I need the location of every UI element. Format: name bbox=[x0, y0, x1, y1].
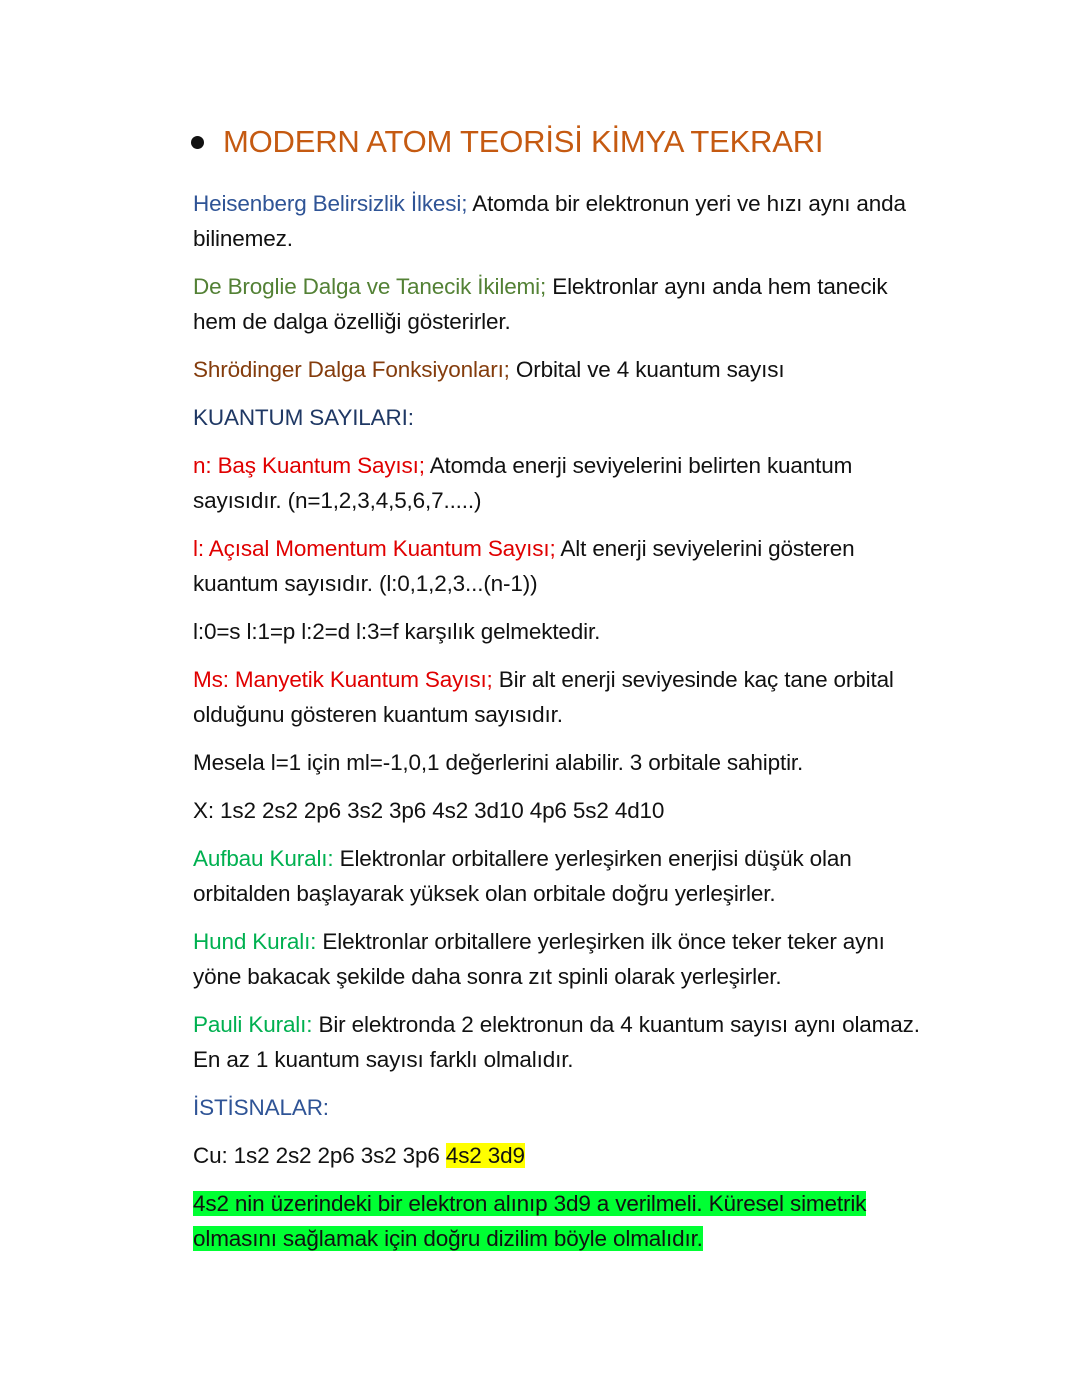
heisenberg-text: Atomda bir elektronun yeri ve hızı aynı anda bilinemez. bbox=[193, 191, 906, 251]
hund-paragraph bbox=[193, 924, 933, 994]
schrodinger-paragraph bbox=[193, 352, 933, 387]
cu-config-prefix: Cu: 1s2 2s2 2p6 3s2 3p6 bbox=[193, 1143, 446, 1168]
pauli-paragraph bbox=[193, 1007, 933, 1077]
hund-text: Elektronlar orbitallere yerleşirken ilk önce teker teker aynı yöne bakacak şekilde daha sonra zıt spinli olarak yerleşirler. bbox=[193, 929, 885, 989]
n-quantum-term: n: Baş Kuantum Sayısı; bbox=[193, 453, 425, 478]
l-quantum-term: l: Açısal Momentum Kuantum Sayısı; bbox=[193, 536, 556, 561]
debroglie-text: Elektronlar aynı anda hem tanecik hem de dalga özelliği gösterirler. bbox=[193, 274, 888, 334]
heisenberg-paragraph bbox=[193, 186, 933, 256]
aufbau-paragraph bbox=[193, 841, 933, 911]
debroglie-term: De Broglie Dalga ve Tanecik İkilemi; bbox=[193, 274, 547, 299]
cu-note-highlight: 4s2 nin üzerindeki bir elektron alınıp 3d9 a verilmeli. Küresel simetrik olmasını sağlamak için doğru dizilim böyle olmalıdır. bbox=[193, 1191, 867, 1251]
quantum-heading: KUANTUM SAYILARI: bbox=[193, 405, 414, 430]
cu-config-highlight: 4s2 3d9 bbox=[445, 1143, 525, 1168]
document-page bbox=[193, 118, 933, 1269]
heisenberg-term: Heisenberg Belirsizlik İlkesi; bbox=[193, 191, 468, 216]
schrodinger-term: Shrödinger Dalga Fonksiyonları; bbox=[193, 357, 510, 382]
n-quantum-text: Atomda enerji seviyelerini belirten kuantum sayısıdır. (n=1,2,3,4,5,6,7.....) bbox=[193, 453, 853, 513]
page-title: MODERN ATOM TEORİSİ KİMYA TEKRARI bbox=[223, 124, 824, 159]
ms-quantum-paragraph bbox=[193, 662, 933, 732]
example-paragraph: Mesela l=1 için ml=-1,0,1 değerlerini alabilir. 3 orbitale sahiptir. bbox=[193, 750, 804, 775]
exceptions-heading: İSTİSNALAR: bbox=[193, 1095, 329, 1120]
bullet-icon bbox=[191, 136, 204, 149]
hund-term: Hund Kuralı: bbox=[193, 929, 317, 954]
config-x-paragraph: X: 1s2 2s2 2p6 3s2 3p6 4s2 3d10 4p6 5s2 4d10 bbox=[193, 798, 665, 823]
l-quantum-paragraph bbox=[193, 531, 933, 601]
l-quantum-text: Alt enerji seviyelerini gösteren kuantum sayısıdır. (l:0,1,2,3...(n-1)) bbox=[193, 536, 855, 596]
aufbau-term: Aufbau Kuralı: bbox=[193, 846, 334, 871]
title-row bbox=[191, 118, 933, 166]
l-mapping-paragraph: l:0=s l:1=p l:2=d l:3=f karşılık gelmektedir. bbox=[193, 619, 601, 644]
pauli-text: Bir elektronda 2 elektronun da 4 kuantum sayısı aynı olamaz. En az 1 kuantum sayısı farklı olmalıdır. bbox=[193, 1012, 920, 1072]
n-quantum-paragraph bbox=[193, 448, 933, 518]
debroglie-paragraph bbox=[193, 269, 933, 339]
cu-config-paragraph bbox=[193, 1138, 933, 1173]
aufbau-text: Elektronlar orbitallere yerleşirken enerjisi düşük olan orbitalden başlayarak yüksek olan orbitale doğru yerleşirler. bbox=[193, 846, 852, 906]
ms-quantum-term: Ms: Manyetik Kuantum Sayısı; bbox=[193, 667, 493, 692]
pauli-term: Pauli Kuralı: bbox=[193, 1012, 313, 1037]
schrodinger-text: Orbital ve 4 kuantum sayısı bbox=[509, 357, 785, 382]
cu-note-paragraph bbox=[193, 1186, 933, 1256]
ms-quantum-text: Bir alt enerji seviyesinde kaç tane orbital olduğunu gösteren kuantum sayısıdır. bbox=[193, 667, 894, 727]
